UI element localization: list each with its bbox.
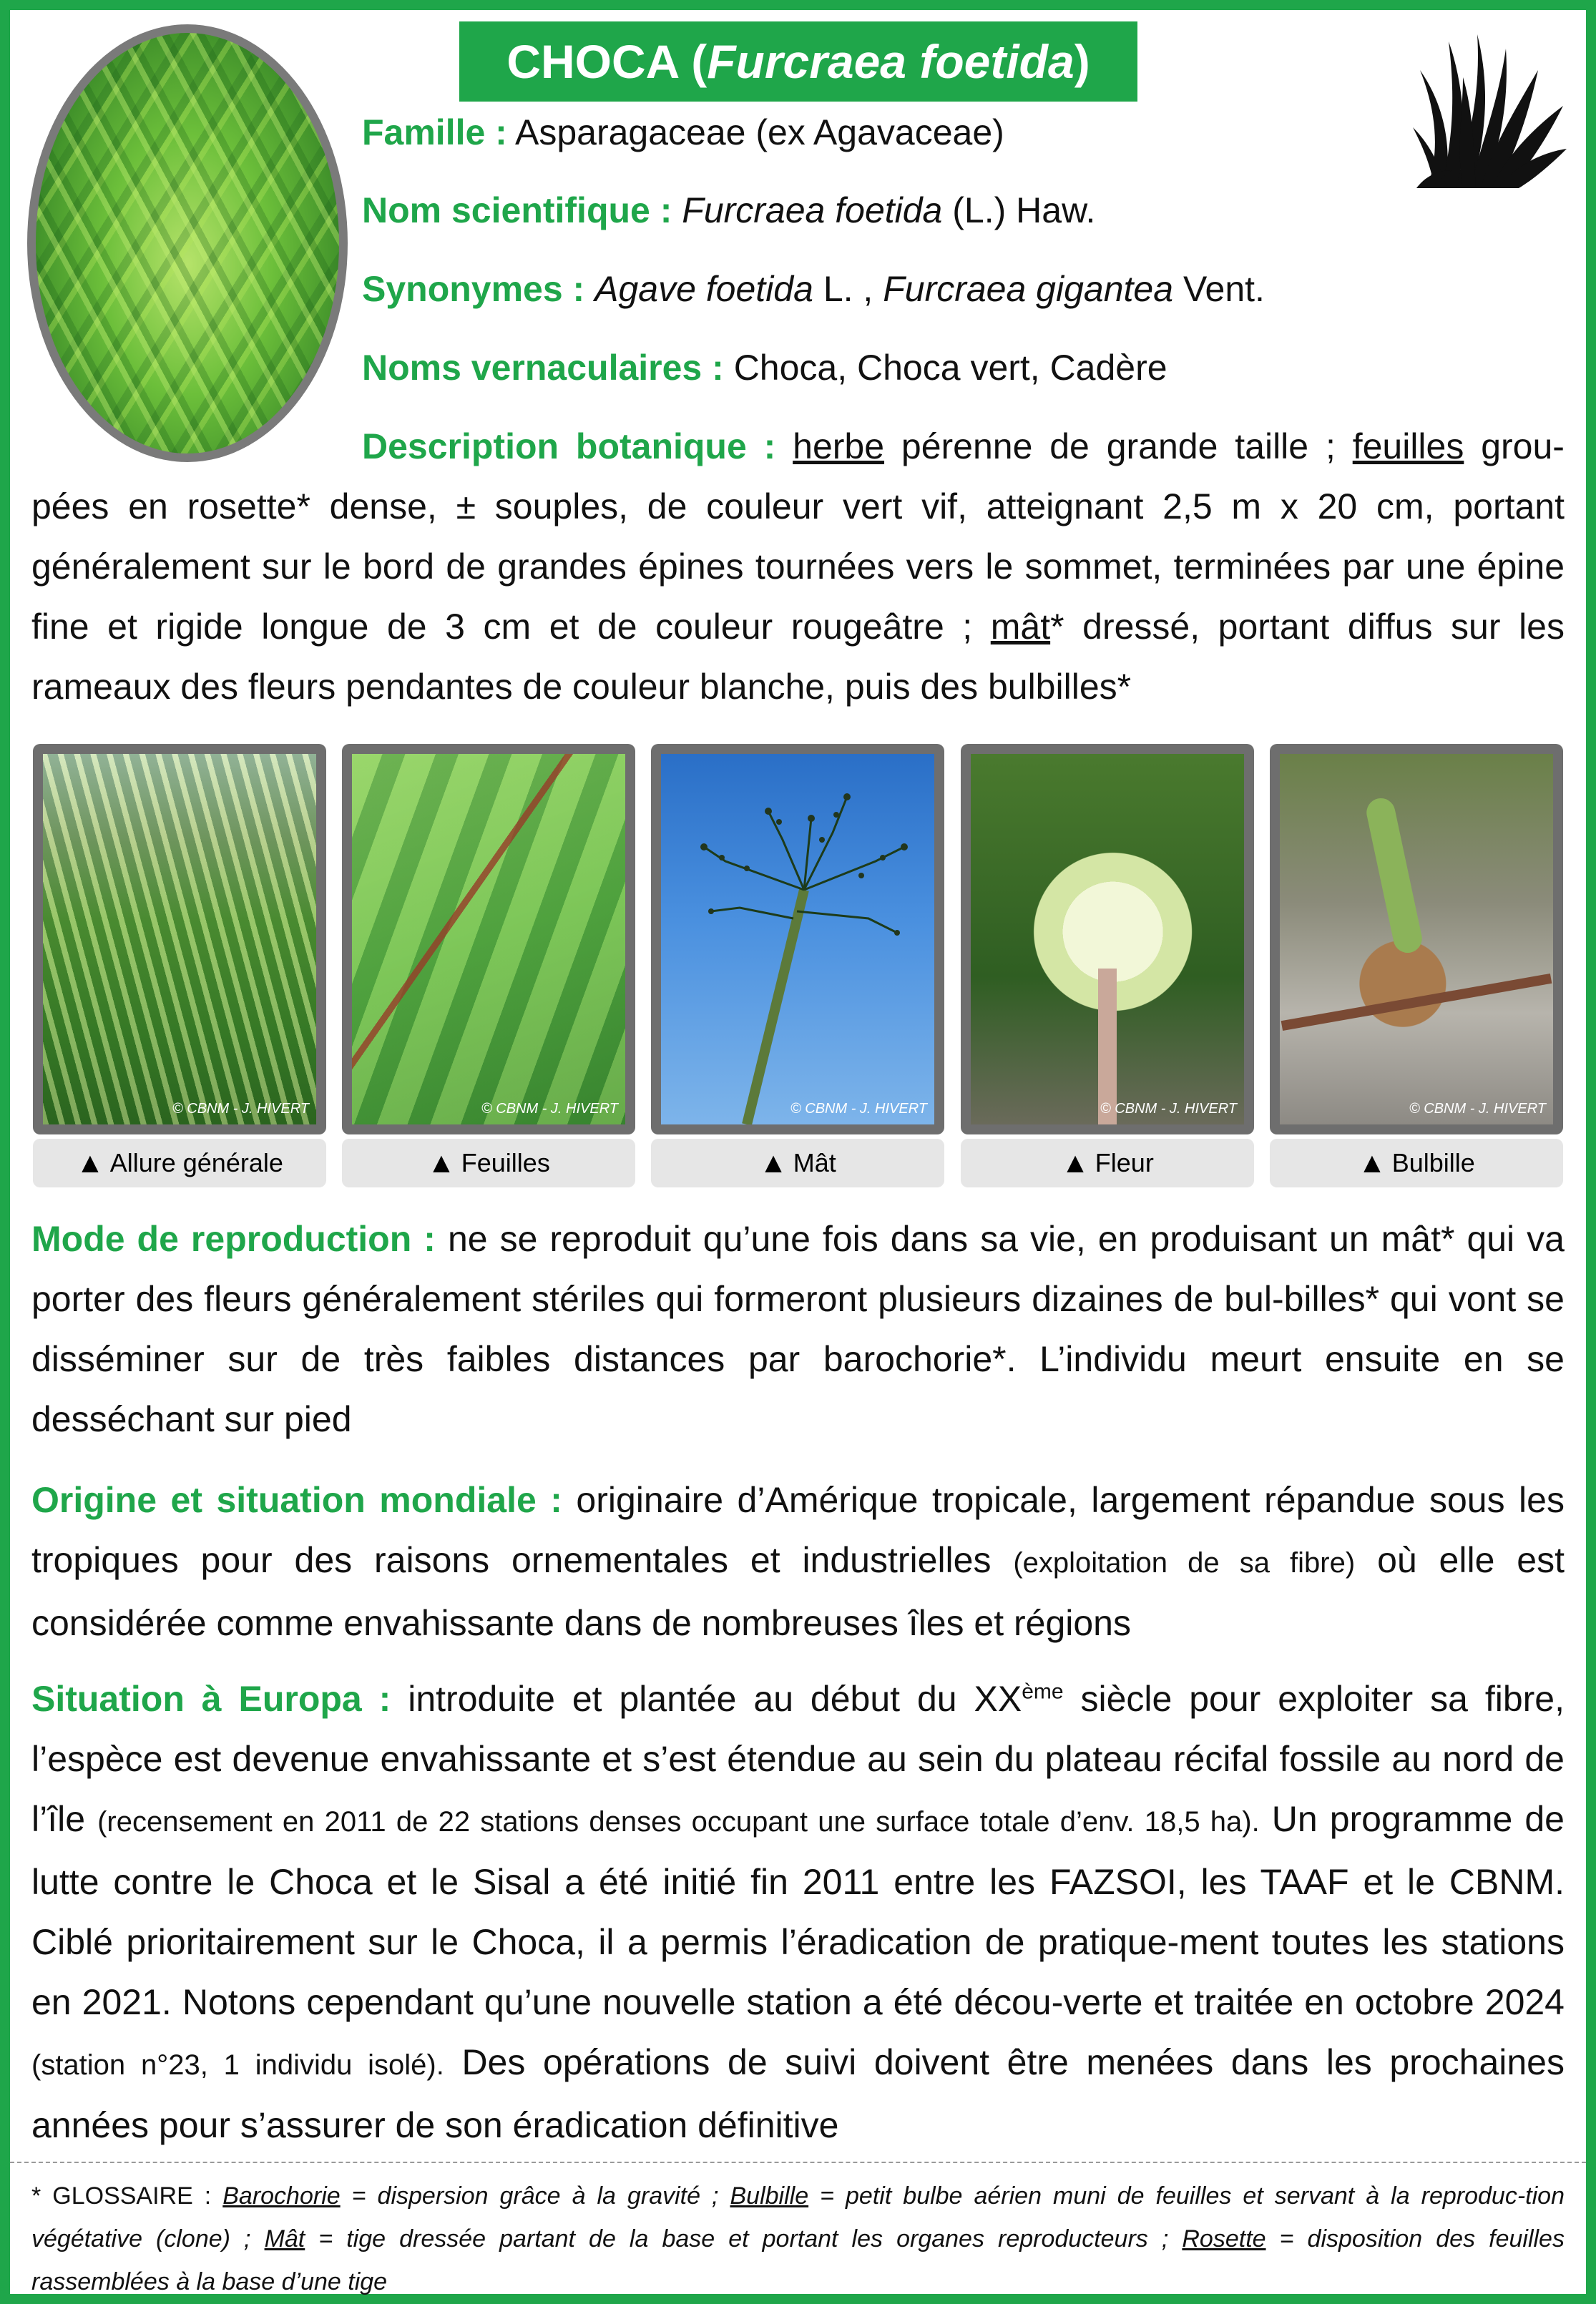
grass-logo-icon [1413, 27, 1570, 192]
photo-caption [961, 1139, 1254, 1187]
description-text-1: pérenne de grande taille ; [901, 426, 1336, 466]
glossary-def-mat: = tige dressée partant de la base et portant les organes reproducteurs ; [318, 2225, 1169, 2252]
glossary-def-barochorie: = dispersion grâce à la gravité ; [351, 2182, 719, 2210]
description-text-3: * dressé, portant diffus sur les rameaux des fleurs pendantes de couleur blanche, puis des bulbilles* [31, 607, 1565, 707]
photo-credit: © CBNM - J. HIVERT [481, 1101, 618, 1117]
europa-small-2: (station n°23, 1 individu isolé). [31, 2049, 444, 2081]
page-title [459, 21, 1137, 102]
title-close: ) [1074, 35, 1090, 88]
europa-label: Situation à Europa : [31, 1679, 391, 1719]
triangle-up-icon: ▲ [759, 1147, 788, 1179]
triangle-up-icon: ▲ [427, 1147, 456, 1179]
nom-label: Nom scientifique : [362, 190, 672, 230]
glossary-term-bulbille: Bulbille [730, 2182, 809, 2210]
description-botanique [31, 416, 1565, 717]
photo-credit: © CBNM - J. HIVERT [1100, 1101, 1237, 1117]
triangle-up-icon: ▲ [1061, 1147, 1090, 1179]
photo-caption [33, 1139, 326, 1187]
term-herbe: herbe [793, 426, 885, 466]
vern-value: Choca, Choca vert, Cadère [733, 348, 1167, 388]
photo-frame [651, 744, 944, 1134]
situation-europa [31, 1669, 1565, 2155]
syn-1-italic: Agave foetida [594, 269, 813, 309]
mode-reproduction [31, 1209, 1565, 1449]
photo-mat [661, 754, 934, 1124]
branch [1281, 974, 1552, 1031]
glossary-prefix: * GLOSSAIRE : [31, 2182, 212, 2210]
info-noms-vernaculaires [362, 345, 1167, 391]
europa-text-4: Des opérations de suivi doivent être menées dans les prochaines années pour s’assurer de son éradication définitive [31, 2042, 1565, 2145]
famille-label: Famille : [362, 112, 507, 152]
title-scientific: Furcraea foetida [707, 35, 1074, 88]
glossary-def-bulbille: = petit bulbe aérien muni de feuilles et servant à la reproduc-tion végétative (clone) ; [31, 2182, 1565, 2252]
glossary-def-rosette: = disposition des feuilles rassemblées à la base d’une tige [31, 2225, 1565, 2295]
description-text-2: grou-pées en rosette* dense, ± souples, de couleur vert vif, atteignant 2,5 m x 20 cm, portant généralement sur le bord de grandes épines tournées vers le sommet, terminées par une épine fine et rigide longue de 3 cm et de couleur rougeâtre ; [31, 426, 1565, 647]
photo-frame [342, 744, 635, 1134]
origine-text-2: où elle est considérée comme envahissante dans de nombreuses îles et régions [31, 1540, 1565, 1643]
info-synonymes [362, 266, 1265, 312]
glossary-term-rosette: Rosette [1182, 2225, 1266, 2252]
glossary [10, 2162, 1586, 2294]
photo-frame [961, 744, 1254, 1134]
photo-card-mat [651, 744, 944, 1179]
photo-fleur [971, 754, 1244, 1124]
europa-sup: ème [1022, 1680, 1064, 1704]
info-famille [362, 109, 1004, 155]
origine-label: Origine et situation mondiale : [31, 1480, 562, 1520]
photo-credit: © CBNM - J. HIVERT [172, 1101, 309, 1117]
syn-2-rest: Vent. [1183, 269, 1265, 309]
syn-1-rest: L. , [823, 269, 873, 309]
europa-text-3: Un programme de lutte contre le Choca et le Sisal a été initié fin 2011 entre les FAZSOI, les TAAF et le CBNM. Ciblé prioritairement sur le Choca, il a permis l’éradication de pratique-ment toutes les stations en 2021. Notons cependant qu’une nouvelle station a été décou-verte et traitée en octobre 2024 [31, 1799, 1565, 2022]
syn-2-italic: Furcraea gigantea [883, 269, 1174, 309]
caption-text: Fleur [1095, 1148, 1154, 1177]
title-common: CHOCA ( [506, 35, 708, 88]
header-plant-photo [27, 24, 348, 462]
photo-frame [1270, 744, 1563, 1134]
photo-credit: © CBNM - J. HIVERT [790, 1101, 927, 1117]
triangle-up-icon: ▲ [76, 1147, 104, 1179]
origine-text-1: originaire d’Amérique tropicale, largement répandue sous les tropiques pour des raisons ornementales et industrielles [31, 1480, 1565, 1580]
famille-value: Asparagaceae (ex Agavaceae) [514, 112, 1004, 152]
photo-card-fleur [961, 744, 1254, 1179]
term-mat: mât [990, 607, 1051, 647]
nom-value-rest: (L.) Haw. [952, 190, 1096, 230]
europa-text-2: siècle pour exploiter sa fibre, l’espèce est devenue envahissante et s’est étendue au sein du plateau récifal fossile au nord de l’île [31, 1679, 1565, 1839]
caption-text: Bulbille [1391, 1148, 1475, 1177]
glossary-term-mat: Mât [264, 2225, 305, 2252]
term-feuilles: feuilles [1352, 426, 1464, 466]
photo-card-allure [33, 744, 326, 1179]
photo-card-feuilles [342, 744, 635, 1179]
europa-text-1: introduite et plantée au début du XX [408, 1679, 1022, 1719]
glossary-term-barochorie: Barochorie [222, 2182, 341, 2210]
bulbil-leaf [1364, 795, 1425, 956]
europa-small-1: (recensement en 2011 de 22 stations denses occupant une surface totale d’env. 18,5 ha). [97, 1806, 1260, 1838]
caption-text: Mât [793, 1148, 836, 1177]
photo-bulbille [1280, 754, 1553, 1124]
photo-caption [342, 1139, 635, 1187]
origine-small: (exploitation de sa fibre) [1013, 1547, 1356, 1579]
caption-text: Allure générale [109, 1148, 283, 1177]
photo-frame [33, 744, 326, 1134]
origine-situation-mondiale [31, 1470, 1565, 1653]
photo-caption [651, 1139, 944, 1187]
photo-card-bulbille [1270, 744, 1563, 1179]
photo-feuilles [352, 754, 625, 1124]
nom-value-italic: Furcraea foetida [682, 190, 943, 230]
photo-credit: © CBNM - J. HIVERT [1409, 1101, 1546, 1117]
photo-allure-generale [43, 754, 316, 1124]
photo-caption [1270, 1139, 1563, 1187]
info-nom-scientifique [362, 187, 1095, 233]
description-label: Description botanique : [362, 426, 776, 466]
reproduction-label: Mode de reproduction : [31, 1219, 436, 1259]
reproduction-text: ne se reproduit qu’une fois dans sa vie, en produisant un mât* qui va porter des fleurs généralement stériles qui formeront plusieurs dizaines de bul-billes* qui vont se disséminer sur de très faibles distances par barochorie*. L’individu meurt ensuite en se desséchant sur pied [31, 1219, 1565, 1439]
caption-text: Feuilles [461, 1148, 550, 1177]
mast-drawing [661, 754, 934, 1124]
triangle-up-icon: ▲ [1358, 1147, 1386, 1179]
syn-label: Synonymes : [362, 269, 585, 309]
vern-label: Noms vernaculaires : [362, 348, 724, 388]
